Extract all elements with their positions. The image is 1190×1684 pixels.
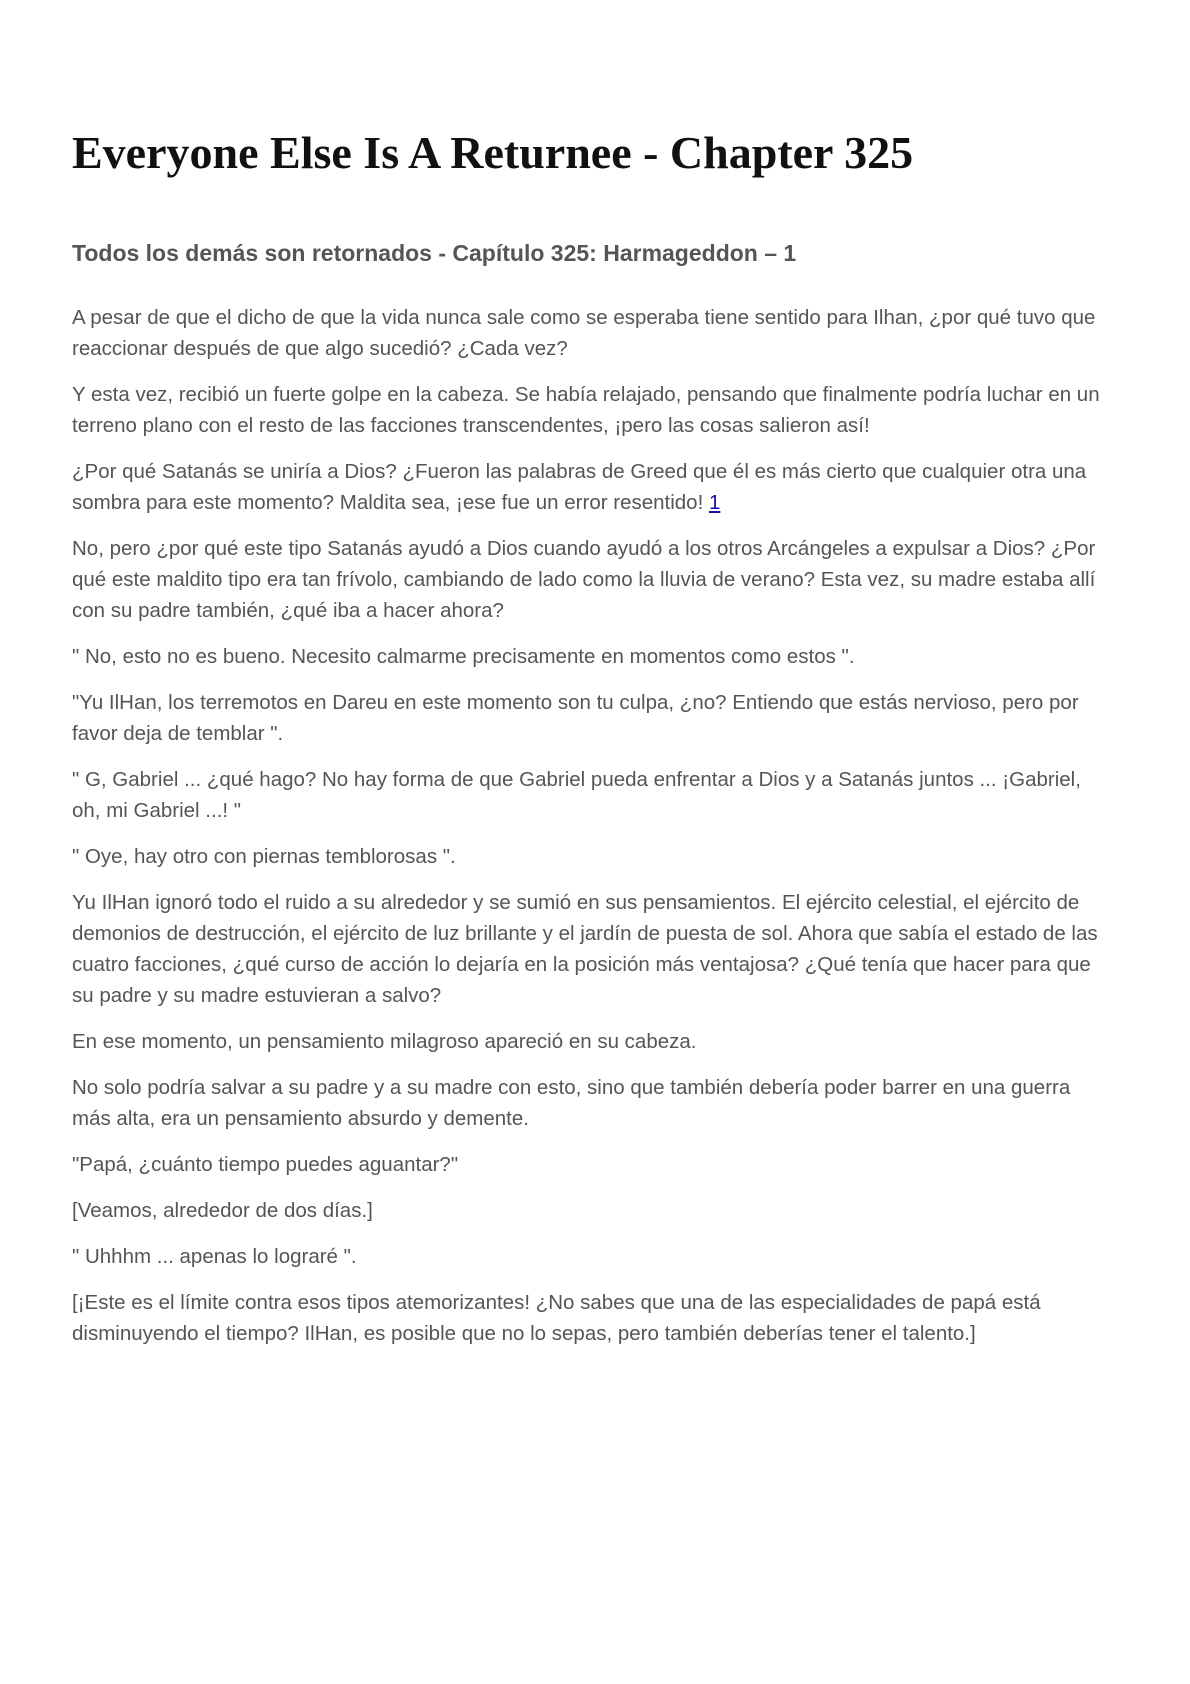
paragraph-1: A pesar de que el dicho de que la vida nunca sale como se esperaba tiene sentido para Ilhan, ¿por qué tuvo que reaccionar después de que algo sucedió? ¿Cada vez? <box>72 306 1096 360</box>
page-title: Everyone Else Is A Returnee - Chapter 325 <box>72 127 914 178</box>
paragraph-6: "Yu IlHan, los terremotos en Dareu en este momento son tu culpa, ¿no? Entiendo que estás nervioso, pero por favor deja de temblar ". <box>72 691 1079 745</box>
paragraph-2: Y esta vez, recibió un fuerte golpe en la cabeza. Se había relajado, pensando que finalmente podría luchar en un terreno plano con el resto de las facciones transcendentes, ¡pero las cosas salieron así! <box>72 383 1100 437</box>
paragraph-10: En ese momento, un pensamiento milagroso apareció en su cabeza. <box>72 1030 697 1053</box>
paragraph-11: No solo podría salvar a su padre y a su madre con esto, sino que también debería poder barrer en una guerra más alta, era un pensamiento absurdo y demente. <box>72 1076 1071 1130</box>
paragraph-15: [¡Este es el límite contra esos tipos atemorizantes! ¿No sabes que una de las especialidades de papá está disminuyendo el tiempo? IlHan, es posible que no lo sepas, pero también deberías tener el talento.] <box>72 1291 1041 1345</box>
paragraph-13: [Veamos, alrededor de dos días.] <box>72 1199 373 1222</box>
paragraph-9: Yu IlHan ignoró todo el ruido a su alrededor y se sumió en sus pensamientos. El ejército celestial, el ejército de demonios de destrucción, el ejército de luz brillante y el jardín de puesta de sol. Ahora que sabía el estado de las cuatro facciones, ¿qué curso de acción lo dejaría en la posición más ventajosa? ¿Qué tenía que hacer para que su padre y su madre estuvieran a salvo? <box>72 891 1098 1007</box>
paragraph-3: ¿Por qué Satanás se uniría a Dios? ¿Fueron las palabras de Greed que él es más cierto que cualquier otra una sombra para este momento? Maldita sea, ¡ese fue un error resentido! 1 <box>72 460 1087 514</box>
footnote-link[interactable]: 1 <box>708 491 721 514</box>
document-page <box>72 126 1112 1364</box>
chapter-subtitle: Todos los demás son retornados - Capítulo 325: Harmageddon – 1 <box>72 240 797 266</box>
paragraph-14: " Uhhhm ... apenas lo lograré ". <box>72 1245 357 1268</box>
paragraph-5: " No, esto no es bueno. Necesito calmarme precisamente en momentos como estos ". <box>72 645 855 668</box>
paragraph-12: "Papá, ¿cuánto tiempo puedes aguantar?" <box>72 1153 459 1176</box>
paragraph-7: " G, Gabriel ... ¿qué hago? No hay forma de que Gabriel pueda enfrentar a Dios y a Satanás juntos ... ¡Gabriel, oh, mi Gabriel ...! " <box>72 768 1081 822</box>
paragraph-4: No, pero ¿por qué este tipo Satanás ayudó a Dios cuando ayudó a los otros Arcángeles a expulsar a Dios? ¿Por qué este maldito tipo era tan frívolo, cambiando de lado como la lluvia de verano? Esta vez, su madre estaba allí con su padre también, ¿qué iba a hacer ahora? <box>72 537 1096 622</box>
paragraph-8: " Oye, hay otro con piernas temblorosas ". <box>72 845 456 868</box>
